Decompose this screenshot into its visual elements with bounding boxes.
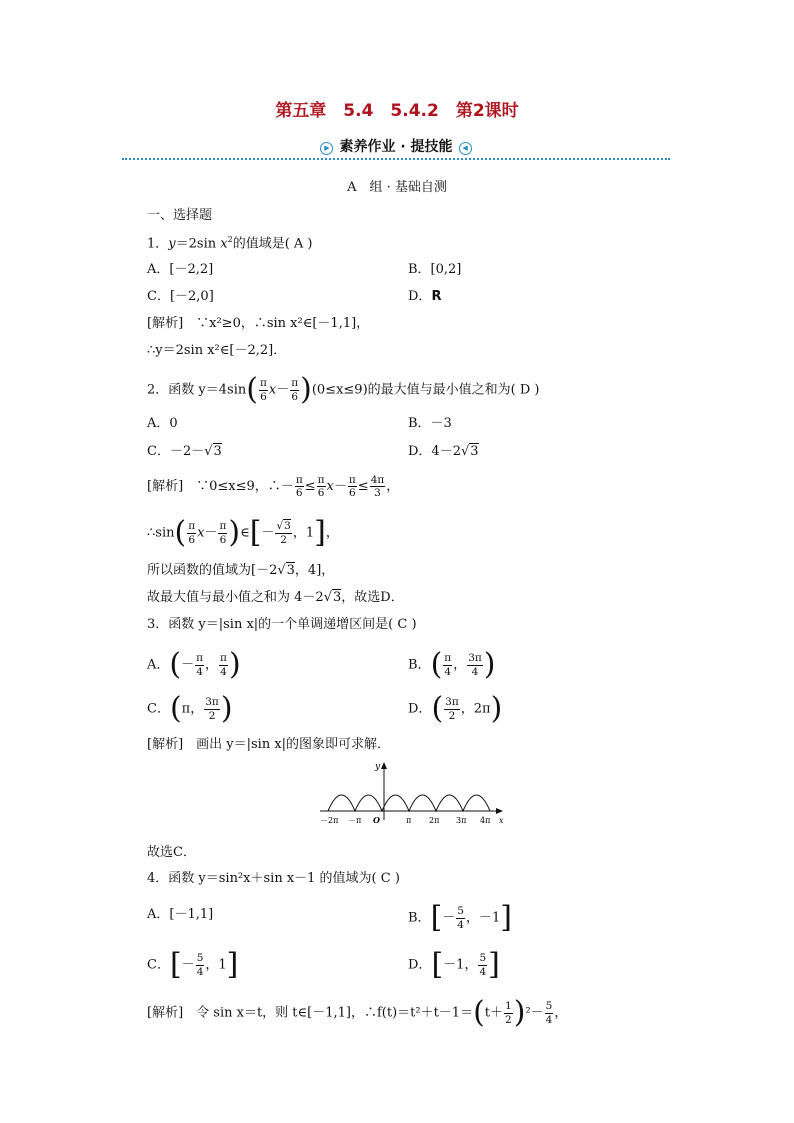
q2-solution-4: 故最大值与最小值之和为 4－2√3，故选D． <box>147 590 404 605</box>
q2-option-c: C．－2－√3 <box>147 444 222 459</box>
q1-stem: 1．y＝2sin $x^2$的值域是( A ) <box>147 235 313 252</box>
q2-option-d: D．4－2√3 <box>408 444 479 459</box>
q1-solution-2: ∴y＝2sin x²∈[－2,2]． <box>147 343 287 358</box>
group-heading: A 组 · 基础自测 <box>347 180 447 195</box>
tick-4pi: 4π <box>480 816 491 825</box>
x-axis-arrow-icon <box>496 808 503 814</box>
q4-solution: [解析] 令 sin x＝t，则 t∈[－1,1]，∴f(t)＝t²＋t－1＝(t＋ $\frac{1}{2}$ )²－ $\frac{5}{4}$ ， <box>147 995 568 1030</box>
section-banner <box>122 134 670 164</box>
q1-option-a: A．[－2,2] <box>147 262 214 277</box>
q3-stem: 3．函数 y＝|sin x|的一个单调递增区间是( C ) <box>147 617 417 632</box>
q2-option-b: B．－3 <box>408 416 452 431</box>
q4-stem: 4．函数 y＝sin²x＋sin x－1 的值域为( C ) <box>147 871 400 886</box>
tick-neg-2pi: －2π <box>320 816 339 825</box>
y-axis-arrow-icon <box>381 762 387 769</box>
q3-solution: [解析] 画出 y＝|sin x|的图象即可求解． <box>147 737 391 752</box>
tick-neg-pi: －π <box>348 816 362 825</box>
origin-label: O <box>373 815 380 825</box>
q4-option-c: C．[－ $\frac{5}{4}$ ，1] <box>147 947 239 982</box>
tick-pi: π <box>406 816 412 825</box>
q2-solution-3: 所以函数的值域为[－2√3，4]， <box>147 563 335 578</box>
q4-option-a: A．[－1,1] <box>147 907 214 922</box>
q3-conclusion: 故选C． <box>147 845 196 860</box>
section-heading: 一、选择题 <box>147 208 213 223</box>
q4-option-b: B．[－ $\frac{5}{4}$ ，－1] <box>408 900 512 935</box>
q2-solution-2: ∴sin( $\frac{\pi}{6}$ x－ $\frac{\pi}{6}$ )∈[－ $\frac{√3}{2}$ ，1]， <box>147 515 339 550</box>
banner-divider <box>122 158 670 160</box>
tick-3pi: 3π <box>456 816 467 825</box>
q2-option-a: A．0 <box>147 416 178 431</box>
q4-option-d: D．[－1， $\frac{5}{4}$ ] <box>408 947 500 982</box>
q3-option-c: C．(π， $\frac{3\pi}{2}$ ) <box>147 691 233 726</box>
y-axis-label: y <box>375 762 381 772</box>
abs-sine-curve <box>328 795 490 811</box>
q2-solution-1: [解析] ∵0≤x≤9，∴－ $\frac{\pi}{6}$ ≤ $\frac{\pi}{6}$ x－ $\frac{\pi}{6}$ ≤ $\frac{4\pi}{3}$ ， <box>147 474 400 500</box>
play-right-icon: ▶ <box>320 142 333 155</box>
q3-option-a: A．(－ $\frac{\pi}{4}$ ， $\frac{\pi}{4}$ ) <box>147 647 241 682</box>
abs-sine-graph <box>318 758 508 826</box>
play-left-icon: ◀ <box>459 142 472 155</box>
q1-option-c: C．[－2,0] <box>147 289 214 304</box>
tick-2pi: 2π <box>429 816 440 825</box>
q1-solution-1: [解析] ∵x²≥0，∴sin x²∈[－1,1]， <box>147 316 370 331</box>
q3-option-d: D．( $\frac{3\pi}{2}$ ，2π) <box>408 691 503 726</box>
q3-option-b: B．( $\frac{\pi}{4}$ ， $\frac{3\pi}{4}$ ) <box>408 647 496 682</box>
x-axis-label: x <box>499 816 504 825</box>
page-title: 第五章 5.4 5.4.2 第2课时 <box>275 101 519 121</box>
banner-label: 素养作业 · 提技能 <box>339 139 453 155</box>
q2-stem: 2．函数 y＝4sin( $\frac{\pi}{6}$ x－ $\frac{\pi}{6}$ )(0≤x≤9)的最大值与最小值之和为( D ) <box>147 372 540 407</box>
q1-option-d: D．R <box>408 289 442 304</box>
q1-option-b: B．[0,2] <box>408 262 462 277</box>
